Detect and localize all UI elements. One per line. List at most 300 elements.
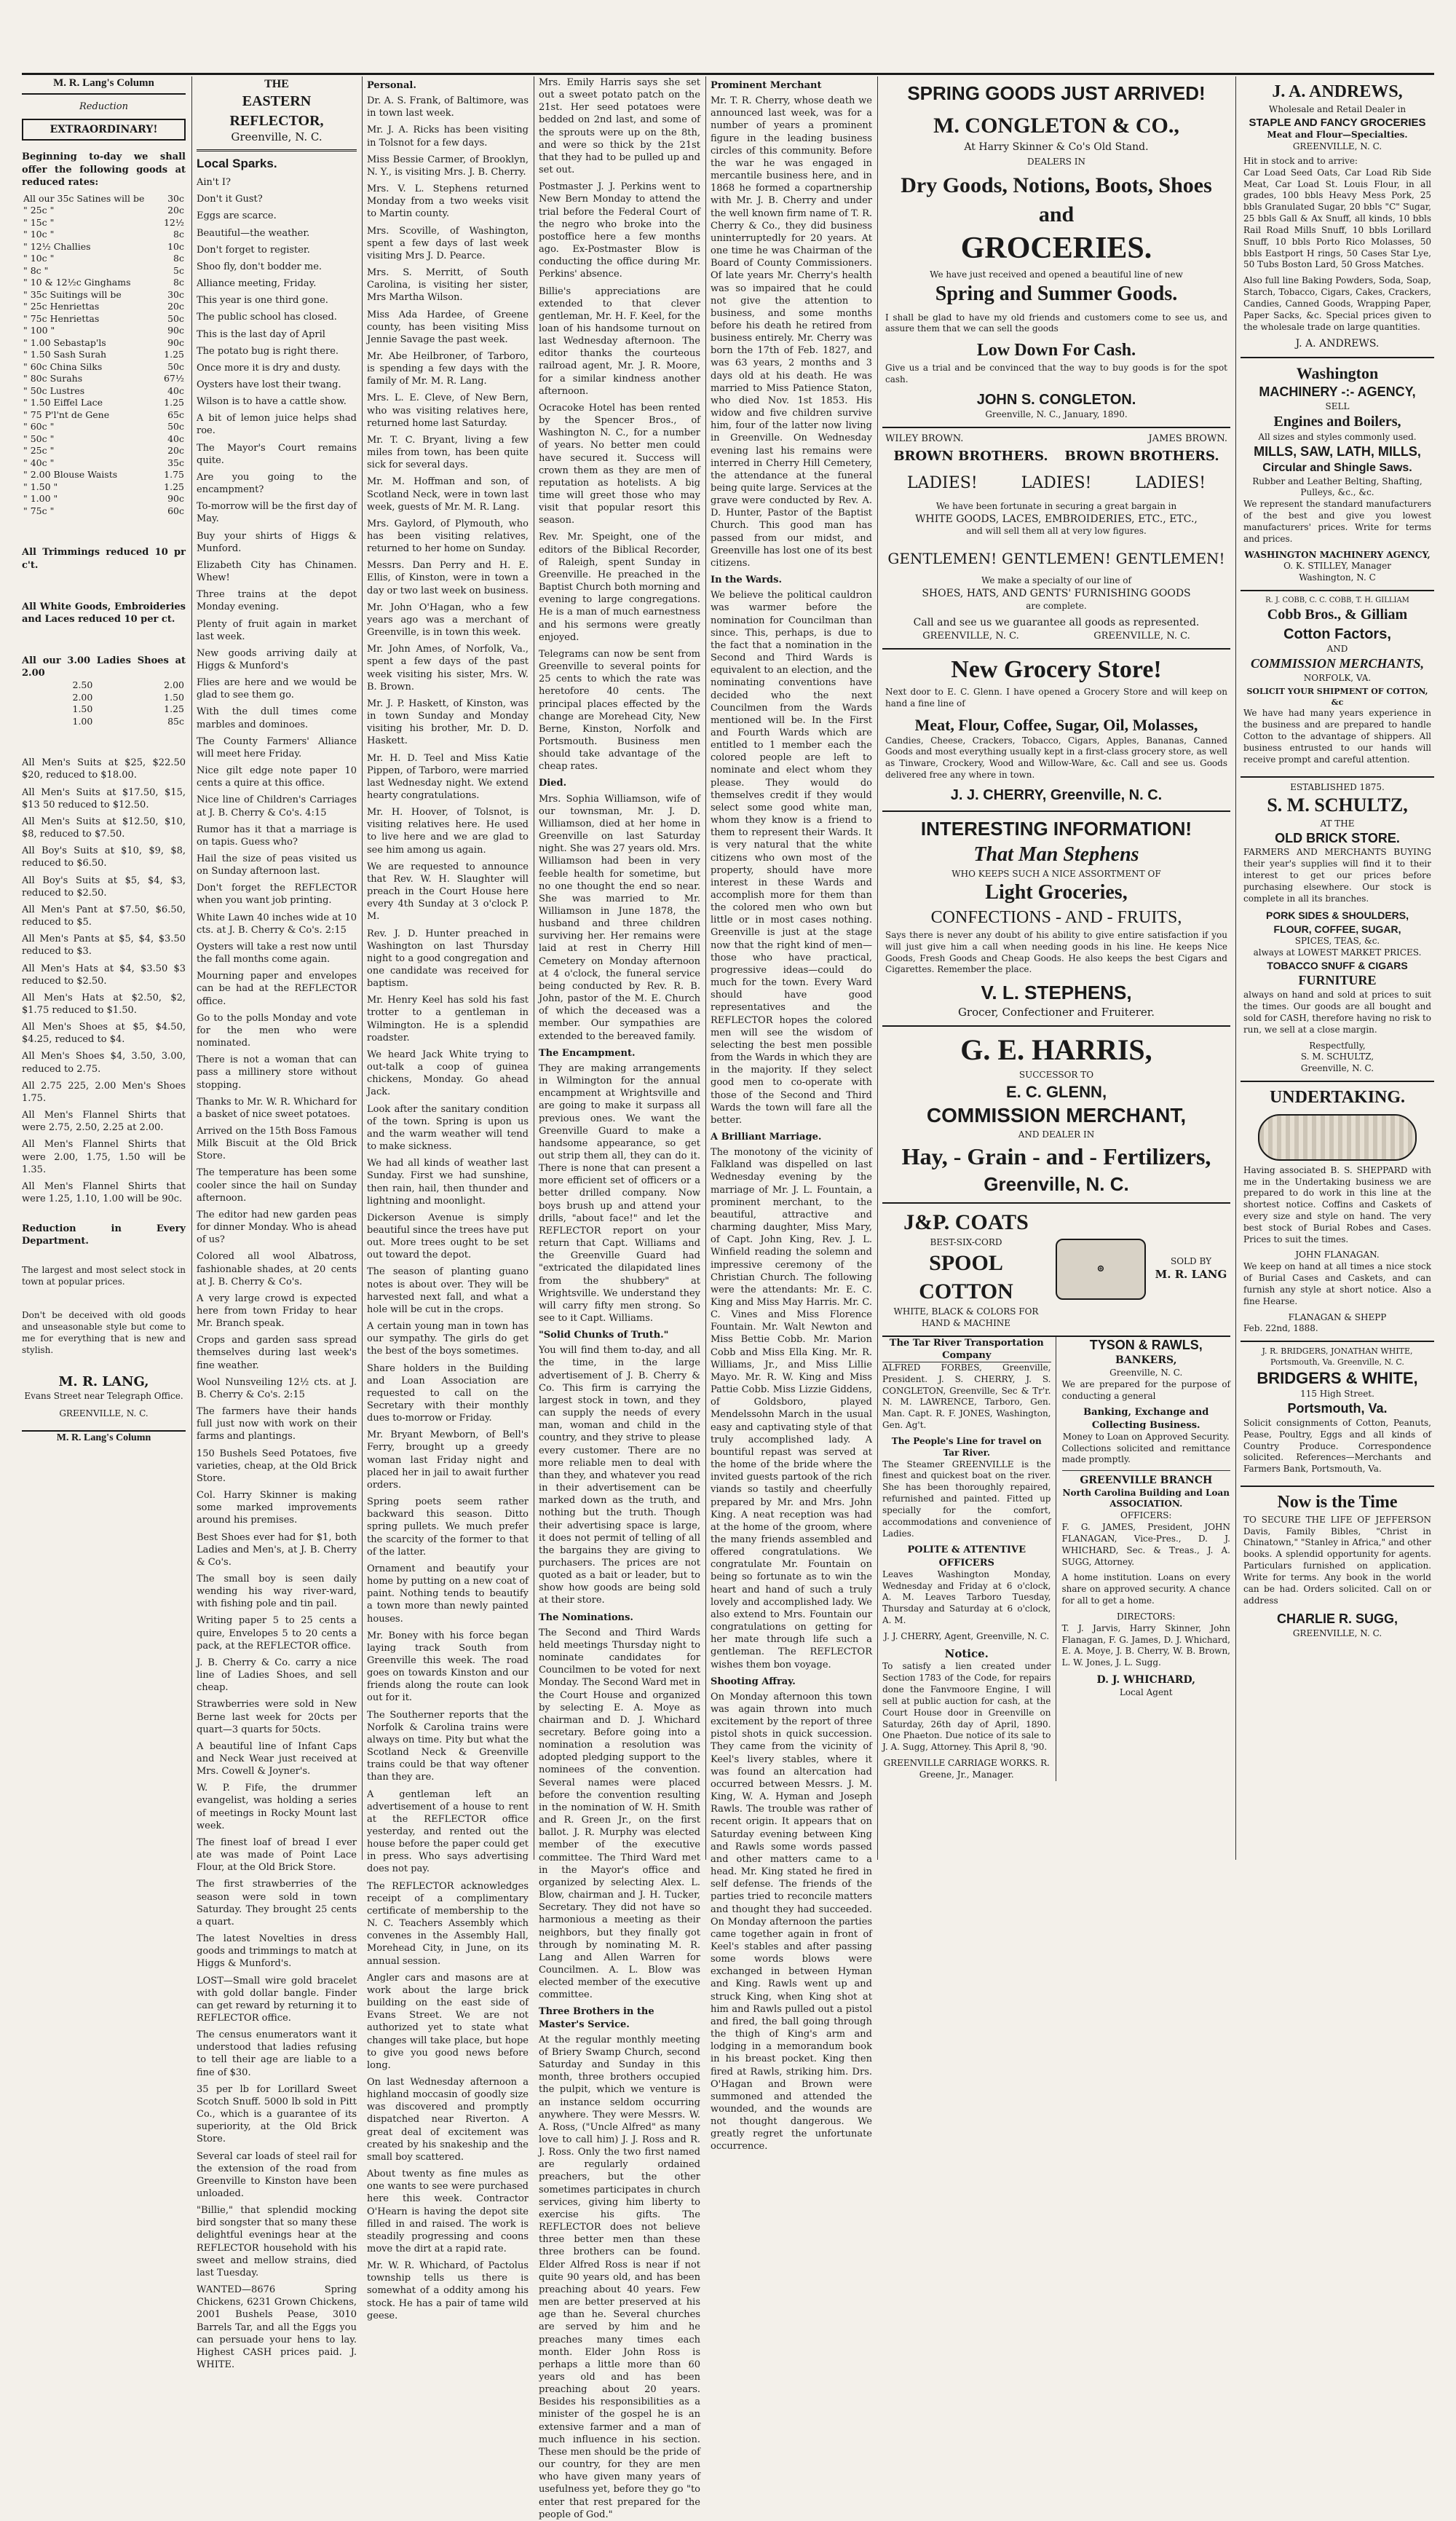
price-row xyxy=(22,505,186,518)
price-row xyxy=(22,289,186,301)
shoe-new-price: 1.50 xyxy=(164,691,184,703)
undertaking-text2: We keep on hand at all times a nice stock of Burial Cases and Caskets, and can furnish any style at short notice. Also a fine Hearse. xyxy=(1243,1261,1431,1306)
congleton-received: We have just received and opened a beautiful line of new xyxy=(930,269,1183,280)
congleton-dealers: DEALERS IN xyxy=(1026,157,1086,167)
personal-item: Look after the sanitary condition of the town. Spring is upon us and the warm weather will tend to make sickness. xyxy=(367,1103,529,1153)
local-spark-item: The public school has closed. xyxy=(197,312,337,323)
shoe-old-price: 2.50 xyxy=(72,679,93,691)
spool-icon: ⊚ xyxy=(1056,1239,1146,1300)
local-spark-item: "Billie," that splendid mocking bird songster that so many these delightful evenings hear at the REFLECTOR household with his sweet and mellow strains, died last Tuesday. xyxy=(197,2205,357,2279)
nominations-heading: The Nominations. xyxy=(539,1611,633,1623)
gentlemen-label: GENTLEMEN! xyxy=(887,549,997,567)
personal-item: Mr. M. Hoffman and son, of Scotland Neck, were in town last week, guests of Mr. M. R. Lang. xyxy=(367,476,529,513)
stephens-light: Light Groceries, xyxy=(985,881,1128,904)
merchant-text: Mr. T. R. Cherry, whose death we announced last week, was for a number of years a prominent figure in the leading business circles of this community. Before the war he was engaged in mercantile business here, and in 1868 he formed a copartnership with Mr. J. B. Cherry and under the well known firm name of T. R. Cherry & Co., they did business uninterruptedly for 20 years. At one time he was Chairman of the Board of County Commissioners. Of late years Mr. Cherry's health was so impaired that he could not give the attention to business, and some months before his death he retired from business entirely. Mr. Cherry was born the 17th of Feb. 1827, and was 63 years, 2 months and 3 days old at his death. He was married to Miss Patience Staton, who died Nov. 1st 1853. His widow and five children survive him, four of the latter now living in Greenville. On Wednesday evening last his remains were interred in Cherry Hill Cemetery, the attendance at the funeral being quite large. Services at the grave were conducted by Rev. A. D. Hunter, Pastor of the Baptist Church. This good man has passed from our midst, and Greenville has lost one of its best citizens. xyxy=(711,95,872,569)
harris-dealer: AND DEALER IN xyxy=(1018,1129,1095,1140)
personal-item: Mrs. Gaylord, of Plymouth, who has been visiting relatives, returned to her home on Sunday. xyxy=(367,518,529,555)
congleton-low: Low Down For Cash. xyxy=(976,341,1136,360)
harris-successor: SUCCESSOR TO xyxy=(1018,1070,1094,1081)
local-spark-item: The finest loaf of bread I ever ate was made of Point Lace Flour, at the Old Brick Store. xyxy=(197,1836,357,1874)
personal-item: On last Wednesday afternoon a highland moccasin of goodly size was discovered and promptly dispatched near Riverton. A great deal of excitement was created by his snakeship and the small boy scattered. xyxy=(367,2076,529,2163)
transport-polite: POLITE & ATTENTIVE OFFICERS xyxy=(907,1544,1026,1569)
sugg-ad xyxy=(1241,1487,1434,1644)
personal-item: The REFLECTOR acknowledges receipt of a complimentary certificate of membership to the N. C. Teachers Assembly which convenes in the Assembly Hall, Morehead City, in June, on its annual session. xyxy=(367,1880,529,1967)
lang-column-footer: M. R. Lang's Column xyxy=(22,1430,186,1445)
price-value: 90c xyxy=(167,325,184,336)
agency-text: We represent the standard manufacturers of the best and give you lowest manufacturers' prices. Write for terms and prices. xyxy=(1243,499,1431,544)
suit-price-item: All Men's Flannel Shirts that were 2.00, 1.75, 1.50 will be 1.35. xyxy=(22,1139,186,1175)
local-spark-item: Don't forget the REFLECTOR when you want job printing. xyxy=(197,883,357,907)
stock-text: The largest and most select stock in town at popular prices. xyxy=(22,1265,186,1287)
brown-figures: and will sell them all at very low figures. xyxy=(966,526,1147,537)
price-item: " 1.00 Sebastap'ls xyxy=(23,336,106,348)
notice-title: Notice. xyxy=(944,1646,989,1660)
transport-title: The Tar River Transportation Company xyxy=(882,1337,1051,1362)
andrews-staple: STAPLE AND FANCY GROCERIES xyxy=(1249,116,1426,129)
tyson-loan: Money to Loan on Approved Security. xyxy=(1062,1431,1230,1442)
agency-firm: WASHINGTON MACHINERY AGENCY, xyxy=(1244,549,1431,560)
price-value: 5c xyxy=(173,264,184,276)
local-sparks-column xyxy=(197,76,357,2371)
suit-price-item: All Men's Suits at $17.50, $15, $13 50 reduced to $12.50. xyxy=(22,786,186,810)
agency-mills: MILLS, SAW, LATH, MILLS, xyxy=(1254,443,1421,459)
price-item: " 1.00 " xyxy=(23,493,58,505)
schultz-text: FARMERS AND MERCHANTS BUYING their year's supplies will find it to their interest to get our prices before purchasing elsewhere. Our stock is complete in all its branches. xyxy=(1243,847,1431,904)
cobb-role: Cotton Factors, xyxy=(1283,626,1391,642)
price-row xyxy=(22,361,186,374)
brown-firm-left: BROWN BROTHERS. xyxy=(893,448,1048,464)
personal-item: Mr. J. P. Haskett, of Kinston, was in town Sunday and Monday visiting his brother, Mr. D. D. Haskett. xyxy=(367,698,529,747)
tyson-text: We are prepared for the purpose of conducting a general xyxy=(1061,1378,1230,1401)
personal-item: Spring poets seem rather backward this season. Ditto spring pullets. We much prefer the scarcity of the former to that of the latter. xyxy=(367,1496,529,1558)
stephens-signature: V. L. STEPHENS, xyxy=(981,982,1132,1004)
lang-signature: M. R. LANG, xyxy=(58,1374,149,1390)
local-spark-item: The census enumerators want it understood that ladies refusing to tell their age are liable to a fine of $30. xyxy=(197,2029,357,2078)
congleton-signature: JOHN S. CONGLETON. xyxy=(976,391,1136,408)
branch-directors-head: DIRECTORS: xyxy=(1117,1611,1176,1622)
news-item: Telegrams can now be sent from Greenville to several points for 25 cents to which the rate was heretofore 40 cents. The principal places effected by the change are Morehead City, New Berne, Kinston, Norfolk and Portsmouth. Business men should take advantage of the cheap rates. xyxy=(539,648,700,773)
local-spark-item: The potato bug is right there. xyxy=(197,345,339,357)
ladies-label: LADIES! xyxy=(1021,473,1092,492)
sugg-signature: CHARLIE R. SUGG, xyxy=(1276,1611,1398,1627)
local-spark-item: Colored all wool Albatross, fashionable shades, at 20 cents at J. B. Cherry & Co's. xyxy=(197,1251,357,1287)
local-spark-item: The first strawberries of the season were sold in town Saturday. They brought 25 cents a quart. xyxy=(197,1879,357,1928)
schultz-at: AT THE xyxy=(1320,818,1355,829)
col4-list xyxy=(539,76,700,773)
suit-price-item: All Men's Shoes at $5, $4.50, $4.25, reduced to $4. xyxy=(22,1022,186,1046)
price-row xyxy=(22,313,186,326)
branch-directors: T. J. Jarvis, Harry Skinner, John Flanagan, F. G. James, D. J. Whichard, E. A. Moye, J. B. Cherry, W. B. Brown, L. W. Jones, J. L. Sugg. xyxy=(1061,1622,1230,1668)
shoe-old-price: 2.00 xyxy=(72,691,93,703)
tyson-title: TYSON & RAWLS, xyxy=(1089,1337,1203,1352)
personal-item: Mr. Boney with his force began laying track South from Greenville this week. The road goes on towards Kinston and our friends along the route can look out for it. xyxy=(367,1630,529,1704)
local-spark-item: Col. Harry Skinner is making some marked improvements around his premises. xyxy=(197,1490,357,1526)
shoe-old-price: 1.00 xyxy=(72,715,93,727)
price-row xyxy=(22,205,186,217)
personal-item: The season of planting guano notes is about over. They will be harvested next fall, and what a hole will be cut in the crops. xyxy=(367,1266,529,1315)
local-spark-item: J. B. Cherry & Co. carry a nice line of Ladies Shoes, and sell cheap. xyxy=(197,1657,357,1694)
shoe-new-price: 85c xyxy=(167,715,184,727)
local-sparks-list xyxy=(197,176,357,2371)
schultz-pork: PORK SIDES & SHOULDERS, xyxy=(1265,910,1409,922)
notice-signature: GREENVILLE CARRIAGE WORKS. R. Greene, Jr., Manager. xyxy=(883,1758,1050,1780)
price-item: " 100 " xyxy=(23,325,55,336)
brown-firm-right: BROWN BROTHERS. xyxy=(1064,448,1219,464)
price-item: " 60c China Silks xyxy=(23,360,103,372)
news-item: Ocracoke Hotel has been rented by the Spencer Bros., of Washington N. C., for a number of years. No better men could have secured it. Success will crown them as they are men of reputation as hotelists. A big time will greet those who may visit that popular resort this season. xyxy=(539,402,700,526)
branch-role: Local Agent xyxy=(1119,1686,1173,1697)
congleton-ad xyxy=(882,76,1230,428)
cherry-signature: J. J. CHERRY, Greenville, N. C. xyxy=(950,786,1163,803)
local-spark-item: To-morrow will be the first day of May. xyxy=(197,501,357,525)
congleton-pitch: I shall be glad to have my old friends and customers come to see us, and assure them that we can sell the goods xyxy=(885,312,1227,334)
column-divider xyxy=(362,76,363,1860)
brown-complete: are complete. xyxy=(1026,600,1087,611)
local-spark-item: Arrived on the 15th Boss Famous Milk Biscuit at the Old Brick Store. xyxy=(197,1125,357,1162)
price-value: 20c xyxy=(167,445,184,457)
brown-fortunate: We have been fortunate in securing a great bargain in xyxy=(935,500,1177,511)
price-value: 1.25 xyxy=(164,397,184,409)
personal-item: About twenty as fine mules as one wants to see were purchased here this week. Contractor O'Hearn is having the depot site filled in and raised. The work is steadily progressing and coons move the dirt at a rapid rate. xyxy=(367,2169,529,2254)
bridgers-white-ad xyxy=(1241,1342,1434,1487)
machinery-agency-ad xyxy=(1241,358,1434,591)
harris-town: Greenville, N. C. xyxy=(984,1173,1129,1196)
price-item: " 25c " xyxy=(23,445,55,457)
personal-item: The Southerner reports that the Norfolk & Carolina trains were always on time. Pity but what the Scotland Neck & Greenville trains could be that way oftener than they are. xyxy=(367,1709,529,1783)
price-row xyxy=(22,325,186,337)
price-item: " 80c Surahs xyxy=(23,373,83,384)
local-spark-item: Alliance meeting, Friday. xyxy=(197,278,317,290)
local-spark-item: A beautiful line of Infant Caps and Neck Wear just received at Mrs. Cowell & Joyner's. xyxy=(197,1740,357,1778)
price-item: All our 35c Satines will be xyxy=(23,192,145,204)
personal-heading: Personal. xyxy=(367,80,416,91)
sugg-town: GREENVILLE, N. C. xyxy=(1292,1628,1382,1639)
ads-right-column xyxy=(1241,76,1434,1860)
price-row xyxy=(22,229,186,241)
local-spark-item: With the dull times come marbles and dominoes. xyxy=(197,706,357,730)
sugg-title: Now is the Time xyxy=(1277,1493,1398,1512)
suit-price-item: All Men's Shoes $4, 3.50, 3.00, reduced to 2.75. xyxy=(22,1051,186,1075)
transport-leaves: Leaves Washington Monday, Wednesday and Friday at 6 o'clock, A. M. Leaves Tarboro Tuesday, Thursday and Saturday at 6 o'clock, A. M. xyxy=(882,1569,1051,1626)
agency-sizes: All sizes and styles commonly used. xyxy=(1258,431,1417,442)
cobb-and: AND xyxy=(1326,643,1348,654)
shooting-text: On Monday afternoon this town was again thrown into much excitement by the report of three pistol shots in quick succession. They came from the vicinity of Keel's livery stables, where it was found an altercation had occurred between Messrs. J. M. King, W. A. Hyman and Joseph Rawls. The trouble was rather of recent origin. It appears that on Saturday evening between King and Rawls some words passed and other matters came to a head. Mr. King stated he fired in self defense. The friends of the parties tried to reconcile matters and thought they had succeeded. On Monday afternoon the parties came together again in front of Keel's stables and after passing some words blows were exchanged in between Hyman and King. Rawls went up and struck King, when King shot at him and Rawls pulled out a pistol and fired, the ball going through the thigh of King's arm and lodging in a memorandum book in his breast pocket. King then fired at Rawls, striking him. Drs. O'Hagan and Brown were summoned and attended the wounded, and the wounds are not thought dangerous. We greatly regret the unfortunate occurrence. xyxy=(711,1691,872,2153)
personal-item: Mr. John Ames, of Norfolk, Va., spent a few days of the past week visiting his sister, Mrs. W. B. Brown. xyxy=(367,644,529,693)
congleton-date: Greenville, N. C., January, 1890. xyxy=(985,409,1128,419)
local-spark-item: Nice gilt edge note paper 10 cents a quire at this office. xyxy=(197,765,357,789)
local-spark-item: The editor had new garden peas for dinner Monday. Who is ahead of us? xyxy=(197,1209,357,1246)
price-value: 90c xyxy=(167,336,184,348)
shoe-row xyxy=(71,692,186,704)
local-spark-item: The latest Novelties in dress goods and trimmings to match at Higgs & Munford's. xyxy=(197,1933,357,1970)
local-spark-item: Flies are here and we would be glad to see them go. xyxy=(197,677,357,701)
local-spark-item: Rumor has it that a marriage is on tapis. Guess who? xyxy=(197,824,357,848)
andrews-ad xyxy=(1241,76,1434,358)
price-item: " 10c " xyxy=(23,229,55,240)
local-spark-item: LOST—Small wire gold bracelet with gold dollar bangle. Finder can get reward by returning it to REFLECTOR office. xyxy=(197,1975,357,2024)
branch-signature: D. J. WHICHARD, xyxy=(1096,1674,1196,1686)
bridgers-title: BRIDGERS & WHITE, xyxy=(1257,1369,1418,1388)
price-item: " 25c " xyxy=(23,205,55,216)
branch-sub: North Carolina Building and Loan ASSOCIATION. xyxy=(1062,1487,1230,1510)
suit-price-item: All Men's Flannel Shirts that were 2.75, 2.50, 2.25 at 2.00. xyxy=(22,1110,186,1134)
trimmings-text: All Trimmings reduced 10 pr c't. xyxy=(22,547,186,571)
intro-text: Beginning to-day we shall offer the following goods at reduced rates: xyxy=(22,151,186,188)
agency-engines: Engines and Boilers, xyxy=(1273,414,1401,430)
died-text: Mrs. Sophia Williamson, wife of our townsman, Mr. J. D. Williamson, died at her home in Greenville on last Saturday night. She was 27 years old. Mrs. Williamson had been in very feeble health for sometime, but no one thought the end so near. She was married to Mr. Williamson in June 1878, the husband and three children surviving her. Her remains were laid at rest in Cherry Hill Cemetery on Monday afternoon at 4 o'clock, the funeral service being conducted by Rev. R. B. John, pastor of the M. E. Church of which the deceased was a member. Our sympathies are extended to the bereaved family. xyxy=(539,793,700,1042)
schultz-ftext: always on hand and sold at prices to suit the times. Our goods are all bought and sold for CASH, therefore having no risk to run, we sell at a close margin. xyxy=(1243,990,1431,1035)
local-spark-item: Wool Nunsveiling 12½ cts. at J. B. Cherry & Co's. 2:15 xyxy=(197,1376,357,1400)
local-spark-item: There is not a woman that can pass a millinery store without stopping. xyxy=(197,1054,357,1091)
schultz-always: always at LOWEST MARKET PRICES. xyxy=(1253,947,1422,958)
price-value: 35c xyxy=(167,457,184,468)
personal-list xyxy=(367,95,529,2322)
andrews-town: GREENVILLE, N. C. xyxy=(1292,141,1382,152)
local-spark-item: Crops and garden sass spread themselves during last week's fine weather. xyxy=(197,1335,357,1371)
price-item: " 1.50 Eiffel Lace xyxy=(23,397,103,409)
encampment-heading: The Encampment. xyxy=(539,1047,636,1059)
personal-item: We are requested to announce that Rev. W. H. Slaughter will preach in the Court House here every 4th Sunday at 3 o'clock P. M. xyxy=(367,861,529,923)
wards-text: We believe the political cauldron was warmer before the nomination for Councilman than since. This, perhaps, is due to the fact that a nomination in the Second and Third Wards is equivalent to an election, and the nominating conventions have decided who the next Councilmen from the Wards mentioned will be. In the First and Fourth Wards which are entitled to 1 member each the colored people are left to nominate and elect whom they please. They would do themselves credit if they would select some good white man, whom they know is a friend to them to represent their Wards. It is very natural that the white citizens who own most of the property, should have more interest in these Wards and accomplish more for them than the colored men who own but little or in most cases nothing. Greenville is just at the stage now that the right kind of men—those who have practical, progressive ideas—could do much for the town. Every Ward should have good representatives and the REFLECTOR hopes the colored men will see the wisdom of selecting the best men possible from the Wards in which they are in the majority. If they select good men to co-operate with those of the Second and Third Wards the town will fare all the better. xyxy=(711,590,872,1126)
ladies-shoes-text: All our 3.00 Ladies Shoes at 2.00 xyxy=(22,655,186,679)
wiley-brown: WILEY BROWN. xyxy=(885,433,964,444)
suit-price-item: All Men's Pants at $5, $4, $3.50 reduced to $3. xyxy=(22,934,186,958)
coats-best: BEST-SIX-CORD xyxy=(930,1237,1002,1247)
bridgers-address: 115 High Street. xyxy=(1300,1389,1374,1400)
congleton-trial: Give us a trial and be convinced that the way to buy goods is for the spot cash. xyxy=(885,362,1227,384)
price-row xyxy=(22,277,186,289)
column-divider xyxy=(877,76,878,1860)
price-value: 1.25 xyxy=(164,349,184,360)
price-item: " 10 & 12½c Ginghams xyxy=(23,277,131,288)
bridgers-names: J. R. BRIDGERS, JONATHAN WHITE, xyxy=(1262,1346,1413,1357)
department-text: Reduction in Every Department. xyxy=(22,1223,186,1247)
brown-brothers-ad xyxy=(882,428,1230,650)
schultz-tobacco: TOBACCO SNUFF & CIGARS xyxy=(1267,959,1408,971)
tyson-collections: Collections solicited and remittance made promptly. xyxy=(1061,1443,1230,1465)
price-value: 20c xyxy=(167,205,184,216)
price-row xyxy=(22,241,186,253)
agency-manager: O. K. STILLEY, Manager xyxy=(1283,561,1391,572)
price-item: " 1.50 " xyxy=(23,481,58,492)
schultz-resp: Respectfully, xyxy=(1309,1040,1366,1051)
gentlemen-label: GENTLEMEN! xyxy=(1115,549,1225,567)
personal-item: Rev. J. D. Hunter preached in Washington on last Thursday night to a good congregation and one candidate was received for baptism. xyxy=(367,928,529,990)
harris-name: G. E. HARRIS, xyxy=(960,1033,1152,1067)
local-spark-item: Mourning paper and envelopes can be had at the REFLECTOR office. xyxy=(197,971,357,1007)
stephens-role: Grocer, Confectioner and Fruiterer. xyxy=(957,1005,1155,1019)
price-value: 30c xyxy=(167,192,184,204)
price-item: " 35c Suitings will be xyxy=(23,288,122,300)
coats-seller: M. R. LANG xyxy=(1155,1267,1227,1281)
andrews-stock-head: Hit in stock and to arrive: xyxy=(1243,155,1358,166)
grocery-title: New Grocery Store! xyxy=(951,656,1162,684)
coats-colors: WHITE, BLACK & COLORS FOR HAND & MACHINE xyxy=(893,1306,1039,1328)
suits-list xyxy=(22,757,186,1205)
personal-item: We heard Jack White trying to out-talk a coop of guinea chickens, Monday. Go ahead Jack. xyxy=(367,1049,529,1098)
personal-item: Mr. J. A. Ricks has been visiting in Tolsnot for a few days. xyxy=(367,125,529,149)
suit-price-item: All Boy's Suits at $10, $9, $8, reduced to $6.50. xyxy=(22,845,186,869)
brothers-text: At the regular monthly meeting of Briery Swamp Church, second Saturday and Sunday in this month, three brothers occupied the pulpit, which we venture is an instance seldom occurring anywhere. They were Messrs. W. A. Ross, ("Uncle Alfred" as many love to call him) J. J. Ross and R. J. Ross. Only the two first named are regularly ordained preachers, but the other sometimes participates in church services, giving him liberty to exercise his gifts. The REFLECTOR does not believe three better men than these three brothers can be found. Elder Alfred Ross is near if not quite 90 years old, and has been preaching about 40 years. Few men are better preserved at his age than he. Several churches are served by him and he preaches many times each month. Elder John Ross is perhaps a little more than 60 years old and has been preaching about 20 years. Besides his responsibilities as a minister of the gospel he is an extensive farmer and a man of much influence in his section. These men should be the pride of our country, for they are men who have given many years of usefulness yet, before they go "to enter that rest prepared for the people of God." xyxy=(539,2034,700,2520)
price-row xyxy=(22,373,186,385)
masthead-place: Greenville, N. C. xyxy=(231,130,323,143)
transport-agent: J. J. CHERRY, Agent, Greenville, N. C. xyxy=(884,1630,1050,1641)
price-value: 20c xyxy=(167,301,184,312)
coats-spool: SPOOL COTTON xyxy=(919,1250,1013,1304)
local-spark-item: Go to the polls Monday and vote for the men who were nominated. xyxy=(197,1012,357,1049)
schultz-furniture: FURNITURE xyxy=(1298,973,1377,988)
bridgers-text: Solicit consignments of Cotton, Peanuts, Pease, Poultry, Eggs and all kinds of Country Produce. Correspondence solicited. References—Merchants and Farmers Bank, Portsmouth, Va. xyxy=(1243,1417,1431,1475)
local-sparks-heading: Local Sparks. xyxy=(197,156,277,170)
shoe-new-price: 1.25 xyxy=(164,703,184,715)
local-spark-item: Writing paper 5 to 25 cents a quire, Envelopes 5 to 20 cents a pack, at the REFLECTOR office. xyxy=(197,1615,357,1652)
local-spark-item: Once more it is dry and dusty. xyxy=(197,362,341,374)
local-spark-item: Eggs are scarce. xyxy=(197,210,277,222)
marriage-text: The monotony of the vicinity of Falkland was dispelled on last Wednesday evening by the marriage of Mr. J. L. Fountain, a prominent merchant, to the beautiful, attractive and charming daughter, Miss Mary, of Capt. John King, Rev. J. L. Winfield reading the solemn and impressive ceremony of the Christian Church. The following were the attendants: Mr. E. C. King and Miss May Harris. Mr. C. C. Vines and Miss Florence Fountain. Mr. Walt Newton and Miss Bettie Cobb. Mr. Marion Cobb and Miss Ella King. Mr. R. Williams, Jr., and Miss Lillie Mayo. Mr. R. W. King and Miss Pattie Cobb. Miss Lizzie Giddens, of Goldsboro, played Mendelssohn March in the usual easy and captivating style of that truly accomplished lady. A bountiful repast was served at the home of the bride where the invited guests partook of the rich viands so tastily and cheerfully prepared by Mr. and Mrs. John King. A neat reception was had at the home of the groom, where the many friends assembled and offered congratulations. We congratulate Mr. Fountain on being so fortunate as to win the heart and hand of such a truly lovely and accomplished lady. We also extend to Mrs. Fountain our congratulations on getting for her mate through life such a gentleman. The REFLECTOR wishes them bon voyage. xyxy=(711,1147,872,1670)
embroideries-text: All White Goods, Embroideries and Laces reduced 10 per ct. xyxy=(22,601,186,625)
schultz-flour: FLOUR, COFFEE, SUGAR, xyxy=(1273,923,1401,935)
cobb-gilliam-ad xyxy=(1241,591,1434,778)
personal-item: Mr. H. D. Teel and Miss Katie Pippen, of Tarboro, were married last Wednesday night. We extend hearty congratulations. xyxy=(367,752,529,801)
lang-column-header: M. R. Lang's Column xyxy=(22,76,186,95)
undertaking-ad xyxy=(1241,1082,1434,1342)
price-value: 50c xyxy=(167,312,184,324)
suit-price-item: All Men's Flannel Shirts that were 1.25, 1.10, 1.00 will be 90c. xyxy=(22,1180,186,1205)
local-spark-item: Don't forget to register. xyxy=(197,244,310,256)
shoe-old-price: 1.50 xyxy=(72,703,93,715)
brown-shoes: SHOES, HATS, AND GENTS' FURNISHING GOODS xyxy=(922,588,1191,600)
personal-item: A gentleman left an advertisement of a house to rent at the REFLECTOR office yesterday, and rented out the house before the paper could get in press. Who says advertising does not pay. xyxy=(367,1788,529,1875)
price-row xyxy=(22,193,186,205)
suit-price-item: All Men's Suits at $25, $22.50 $20, reduced to $18.00. xyxy=(22,757,186,781)
bridgers-towns: Portsmouth, Va. Greenville, N. C. xyxy=(1270,1357,1404,1367)
local-spark-item: Three trains at the depot Monday evening. xyxy=(197,589,357,613)
suit-price-item: All Men's Suits at $12.50, $10, $8, reduced to $7.50. xyxy=(22,816,186,840)
price-value: 65c xyxy=(167,409,184,420)
agency-saws: Circular and Shingle Saws. xyxy=(1262,462,1412,475)
news-column-4 xyxy=(539,76,700,2520)
encampment-text: They are making arrangements in Wilmington for the annual encampment at Wrightsville and are going to make it surpass all previous ones. We want the Greenville Guard to make a handsome appearance, so get out strip them all, they can do it. There is none that can present a more efficient set of officers or a better drilled company. Now boys brush up and attend your drills, "about face!" and let the REFLECTOR report on your return that Capt. Williams and the Greenville Guard had "extricated the dilapidated lines from the shubbery" at Wrightsville. We understand they will carry fifty men strong. So see to it Capt. Williams. xyxy=(539,1062,700,1324)
andrews-stock: Car Load Seed Oats, Car Load Rib Side Meat, Car Load St. Louis Flour, in all grades, 100 bbls Heavy Mess Pork, 25 bbls Granulated Sugar, 20 bbls "C" Sugar, 25 bbls Gall & Ax Snuff, all kinds, 10 bbls Rail Road Mills Snuff, 10 bbls Lorillard Snuff, 10 bbls Porto Rico Molasses, 50 bbls Eastport H rings, 50 Cases Star Lye, 50 Tubs Boston Lard, 50 Gross Matches. xyxy=(1243,167,1431,270)
stephens-text: Says there is never any doubt of his ability to give entire satisfaction if you will just give him a call when needing goods in his line. He keeps Nice Goods, Fresh Goods and Cheap Goods. He also keeps the best Cigars and Cigarettes. Remember the place. xyxy=(885,930,1227,975)
transport-officers: ALFRED FORBES, Greenville, President. J. S. CHERRY, J. S. CONGLETON, Greenville, Sec & Tr'r. N. M. LAWRENCE, Tarboro, Gen. Man. Capt. R. F. JONES, Washington, Gen. Ag't. xyxy=(882,1362,1051,1431)
coats-ad xyxy=(882,1204,1230,1336)
shoe-row xyxy=(71,703,186,716)
price-value: 40c xyxy=(167,433,184,444)
masthead-title: EASTERN REFLECTOR, xyxy=(229,93,324,129)
local-spark-item: Thanks to Mr. W. R. Whichard for a basket of nice sweet potatoes. xyxy=(197,1096,357,1120)
agency-town: Washington, N. C xyxy=(1299,572,1376,583)
lang-column xyxy=(22,76,186,1860)
cobb-solicit: SOLICIT YOUR SHIPMENT OF COTTON, &c xyxy=(1246,687,1428,707)
stephens-man: That Man Stephens xyxy=(973,843,1139,866)
price-item: " 25c Henriettas xyxy=(23,301,100,312)
price-row xyxy=(22,253,186,265)
deceived-text: Don't be deceived with old goods and unseasonable style but come to me for everything that is new and stylish. xyxy=(22,1310,186,1355)
congleton-firm: M. CONGLETON & CO., xyxy=(933,114,1179,138)
agency-sub: MACHINERY -:- AGENCY, xyxy=(1259,384,1416,399)
local-spark-item: This year is one third gone. xyxy=(197,295,328,307)
local-spark-item: The farmers have their hands full just now with work on their farms and plantings. xyxy=(197,1406,357,1443)
sugg-text: TO SECURE THE LIFE OF JEFFERSON Davis, Family Bibles, "Christ in Chinatown," "Stanley in Africa," and other books. A splendid opportunity for agents. Particulars furnished on application. Write for terms. Any book in the world can be had. Orders solicited. Call on or address xyxy=(1243,1514,1431,1606)
price-row xyxy=(22,397,186,409)
local-spark-item: Buy your shirts of Higgs & Munford. xyxy=(197,530,357,554)
price-item: " 8c " xyxy=(23,264,49,276)
andrews-name: J. A. ANDREWS, xyxy=(1272,82,1403,101)
stephens-keeps: WHO KEEPS SUCH A NICE ASSORTMENT OF xyxy=(951,868,1161,879)
local-spark-item: Wilson is to have a cattle show. xyxy=(197,396,347,408)
local-spark-item: WANTED—8676 Spring Chickens, 6231 Grown Chickens, 2001 Bushels Pease, 3010 Barrels Tar, and all the Eggs you can persuade your hens to lay. Highest CASH prices paid. J. WHITE. xyxy=(197,2284,357,2371)
news-column-5 xyxy=(711,76,872,2153)
local-spark-item: The small boy is seen daily wending his way river-ward, with fishing pole and tin pail. xyxy=(197,1573,357,1610)
price-row xyxy=(22,349,186,361)
chunks-heading: "Solid Chunks of Truth." xyxy=(539,1330,669,1341)
chunks-text: You will find them to-day, and all the time, in the large advertisement of J. B. Cherry & Co. This firm is carrying the largest stock in town, and they can supply the needs of every man, woman and child in the country, and they strive to please every customer. There are no more reliable men to deal with than they, and whatever you read in their advertisement can be marked down as the truth, and nothing but the truth. Though their advertising space is large, it does not permit of telling of all the bargains they are giving to purchasers. The prices are not quoted as a bait or leader, but to show how goods are being sold at their store. xyxy=(539,1345,700,1606)
nominations-text: The Second and Third Wards held meetings Thursday night to nominate candidates for Councilmen to be voted for next Monday. The Second Ward met in the Court House and organized by selecting E. A. Moye as chairman and D. J. Whichard secretary. Before going into a nomination a resolution was adopted pledging support to the nominees of the convention. Several names were placed before the convention resulting in the nomination of W. H. Smith and R. Green Jr., on the first ballot. J. R. Murphy was elected member of the executive committee. The Third Ward met in the Mayor's office and organized by selecting Alex. L. Blow, chairman and J. H. Tucker, Secretary. They did not have so harmonious a meeting as their neighbors, but they finally got through by nominating M. R. Lang and Allen Warren for Councilmen. A. L. Blow was elected member of the executive committee. xyxy=(539,1627,700,2001)
price-item: " 75 P'l'nt de Gene xyxy=(23,409,110,420)
schultz-ad xyxy=(1241,778,1434,1082)
shooting-heading: Shooting Affray. xyxy=(711,1676,796,1687)
tyson-rawls-ad xyxy=(1062,1337,1231,1781)
transport-text: The Steamer GREENVILLE is the finest and quickest boat on the river. She has been thoroughly repaired, refurnished and painted. Fitted up specially for the comfort, accommodations and convenience of Ladies. xyxy=(882,1459,1051,1539)
reduction-label: Reduction xyxy=(79,100,129,112)
schultz-signature: S. M. SCHULTZ, xyxy=(1300,1052,1374,1062)
price-value: 1.25 xyxy=(164,481,184,492)
local-spark-item: White Lawn 40 inches wide at 10 cts. at J. B. Cherry & Co's. 2:15 xyxy=(197,912,357,936)
shoe-row xyxy=(71,716,186,728)
personal-item: Mrs. S. Merritt, of South Carolina, is visiting her sister, Mrs Martha Wilson. xyxy=(367,267,529,304)
died-heading: Died. xyxy=(539,778,567,789)
andrews-desc: Wholesale and Retail Dealer in xyxy=(1268,103,1406,114)
price-row xyxy=(22,337,186,350)
harris-role: COMMISSION MERCHANT, xyxy=(926,1104,1187,1127)
personal-item: Mr. Henry Keel has sold his fast trotter to a gentleman in Wilmington. He is a splendid roadster. xyxy=(367,995,529,1043)
wards-heading: In the Wards. xyxy=(711,575,782,586)
harris-ad xyxy=(882,1027,1230,1204)
local-spark-item: Hail the size of peas visited us on Sunday afternoon last. xyxy=(197,853,357,877)
bridgers-town: Portsmouth, Va. xyxy=(1287,1401,1388,1416)
lang-address: Evans Street near Telegraph Office. xyxy=(24,1391,183,1402)
price-row xyxy=(22,385,186,398)
interesting-title: INTERESTING INFORMATION! xyxy=(920,818,1192,840)
andrews-meat: Meat and Flour—Specialties. xyxy=(1267,130,1408,141)
branch-officers: F. G. JAMES, President, JOHN FLANAGAN, Vice-Pres., D. J. WHICHARD, Sec. & Treas., J. A. SUGG, Attorney. xyxy=(1061,1522,1230,1567)
price-item: " 40c " xyxy=(23,457,55,468)
price-item: " 1.50 Sash Surah xyxy=(23,349,107,360)
grocery-more: Candies, Cheese, Crackers, Tobacco, Cigars, Apples, Bananas, Canned Goods and most everything usually kept in a first-class grocery store, as well as Tinware, Crockery, Wood and Willow-Ware, &c. Call and see us. Goods delivered free any where in town. xyxy=(885,735,1227,781)
news-item: Mrs. Emily Harris says she set out a sweet potato patch on the 21st. Her seed potatoes were bedded on 2nd last, and some of the sprouts were up on the 8th, and were so thick by the 21st that they had to be pulled up and set out. xyxy=(539,77,700,176)
personal-item: Angler cars and masons are at work about the large brick building on the east side of Evans Street. We are not authorized yet to state what changes will take place, but hope to give you good news before long. xyxy=(367,1972,529,2071)
price-row xyxy=(22,301,186,313)
price-value: 60c xyxy=(167,505,184,516)
price-row xyxy=(22,265,186,277)
local-spark-item: A very large crowd is expected here from town Friday to hear Mr. Branch speak. xyxy=(197,1293,357,1330)
column-divider xyxy=(1235,76,1236,1860)
local-spark-item: Nice line of Children's Carriages at J. B. Cherry & Co's. 4:15 xyxy=(197,794,357,818)
schultz-name: S. M. SCHULTZ, xyxy=(1267,794,1408,816)
shoe-new-price: 2.00 xyxy=(164,679,184,691)
ladies-label: LADIES! xyxy=(906,473,978,492)
branch-title: GREENVILLE BRANCH xyxy=(1062,1470,1231,1487)
transport-ad xyxy=(882,1337,1056,1781)
cobb-town: NORFOLK, VA. xyxy=(1303,672,1372,683)
local-spark-item: W. P. Fife, the drummer evangelist, was holding a series of meetings in Rocky Mount last week. xyxy=(197,1783,357,1831)
masthead-the: THE xyxy=(264,78,289,90)
personal-item: Mr. H. Hoover, of Tolsnot, is visiting relatives here. He used to live here and we are glad to see him among us again. xyxy=(367,807,529,856)
shoe-table xyxy=(71,679,186,727)
brothers-heading: Three Brothers in the Master's Service. xyxy=(539,2006,654,2030)
price-value: 12½ xyxy=(163,216,184,228)
